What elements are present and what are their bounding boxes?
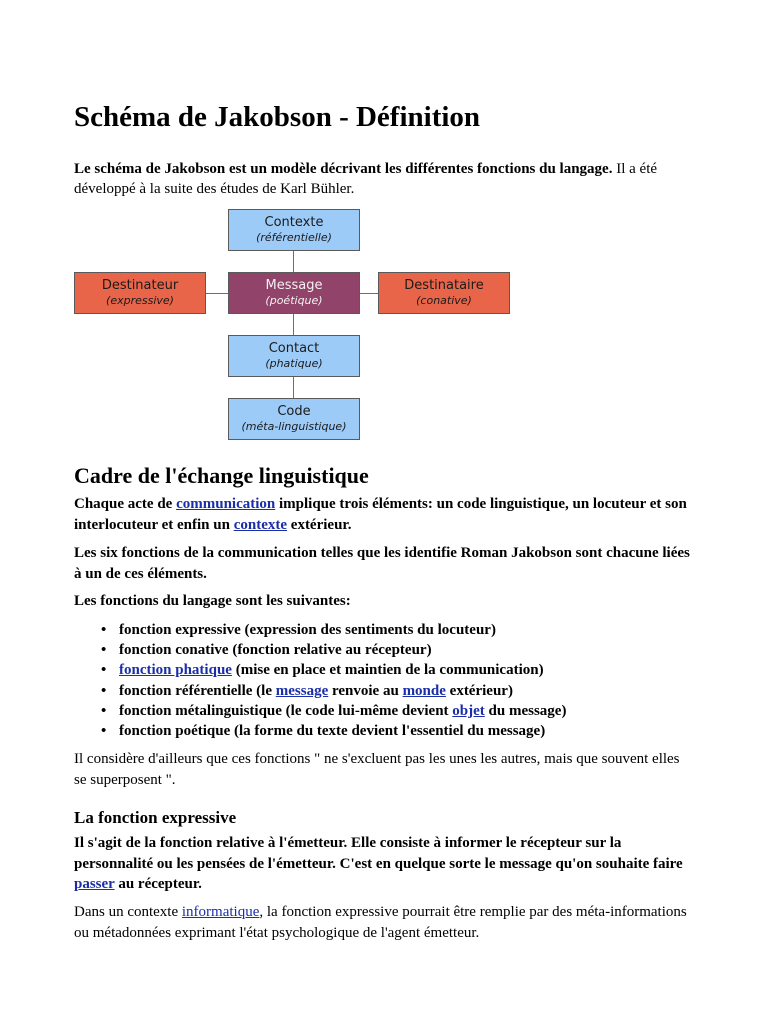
box-subtitle: (conative) (416, 294, 472, 307)
text-span: Dans un contexte (74, 904, 182, 920)
connector-line (293, 314, 294, 335)
list-item (74, 721, 694, 741)
list-item-text: du message) (484, 702, 567, 719)
box-subtitle: (poétique) (265, 294, 323, 307)
section-heading-cadre: Cadre de l'échange linguistique (74, 463, 369, 488)
cadre-paragraph-1 (74, 494, 694, 535)
box-title: Contact (268, 341, 320, 356)
text-span: , la fonction expressive pourrait être remplie par des méta-informations ou métadonnées exprimant l'état psychologique de l'agent émetteur. (74, 904, 687, 941)
connector-line (206, 293, 228, 294)
list-item-text: fonction référentielle (le (119, 682, 276, 699)
link-communication[interactable]: communication (176, 496, 276, 512)
link-informatique[interactable]: informatique (181, 904, 260, 920)
intro-paragraph (74, 159, 694, 199)
diagram-box-code (228, 398, 360, 440)
list-item (74, 660, 694, 680)
box-title: Code (277, 404, 311, 419)
diagram-box-contexte (228, 209, 360, 251)
connector-line (293, 251, 294, 272)
link-monde[interactable]: monde (402, 682, 446, 699)
diagram-box-message (228, 272, 360, 314)
text-span: extérieur. (287, 516, 352, 533)
list-item (74, 701, 694, 721)
link-fonction-phatique[interactable]: fonction phatique (119, 662, 232, 679)
text-span: au récepteur. (114, 876, 202, 892)
box-title: Contexte (264, 215, 324, 230)
expressive-paragraph-2 (74, 902, 694, 943)
diagram-box-destinateur (74, 272, 206, 314)
link-contexte[interactable]: contexte (233, 516, 288, 533)
link-message[interactable]: message (275, 682, 329, 699)
list-item-text: renvoie au (328, 682, 403, 699)
list-item-text: fonction poétique (la forme du texte devient l'essentiel du message) (119, 723, 546, 740)
connector-line (360, 293, 378, 294)
list-item (74, 640, 694, 660)
list-item (74, 681, 694, 701)
connector-line (293, 377, 294, 398)
box-title: Destinataire (404, 278, 484, 293)
intro-bold: Le schéma de Jakobson est un modèle décrivant les différentes fonctions du langage. (74, 161, 613, 177)
cadre-paragraph-4: Il considère d'ailleurs que ces fonctions " ne s'excluent pas les unes les autres, mais que souvent elles se superposent ". (74, 751, 680, 788)
link-passer[interactable]: passer (74, 876, 115, 892)
section-heading-expressive: La fonction expressive (74, 808, 237, 827)
diagram-box-contact (228, 335, 360, 377)
intro-rest: Il a été développé à la suite des études de Karl Bühler. (74, 161, 658, 197)
list-item-text: fonction conative (fonction relative au récepteur) (119, 642, 432, 659)
page-title: Schéma de Jakobson - Définition (74, 101, 481, 133)
list-item (74, 620, 694, 640)
box-subtitle: (méta-linguistique) (241, 420, 347, 433)
functions-list (74, 620, 694, 741)
box-title: Destinateur (101, 278, 179, 293)
expressive-paragraph-1 (74, 833, 694, 895)
link-objet[interactable]: objet (452, 702, 485, 719)
list-item-text: extérieur) (445, 682, 513, 699)
cadre-paragraph-2: Les six fonctions de la communication telles que les identifie Roman Jakobson sont chacune liées à un de ces éléments. (74, 545, 690, 582)
text-span: implique trois éléments: un code linguistique, un locuteur et son interlocuteur et enfin un (74, 496, 687, 533)
list-item-text: fonction expressive (expression des sentiments du locuteur) (119, 622, 496, 638)
cadre-paragraph-3: Les fonctions du langage sont les suivantes: (74, 593, 351, 609)
diagram-box-destinataire (378, 272, 510, 314)
list-item-text: fonction métalinguistique (le code lui-même devient (119, 702, 453, 719)
box-subtitle: (phatique) (265, 357, 323, 370)
text-span: Chaque acte de (74, 496, 177, 512)
box-subtitle: (référentielle) (256, 231, 332, 244)
box-subtitle: (expressive) (106, 294, 174, 307)
box-title: Message (265, 278, 323, 293)
jakobson-diagram (74, 209, 514, 441)
text-span: Il s'agit de la fonction relative à l'émetteur. Elle consiste à informer le récepteur sur la personnalité ou les pensées de l'émetteur. C'est en quelque sorte le message qu'on souhaite faire (74, 835, 683, 872)
list-item-text: (mise en place et maintien de la communication) (231, 662, 544, 679)
